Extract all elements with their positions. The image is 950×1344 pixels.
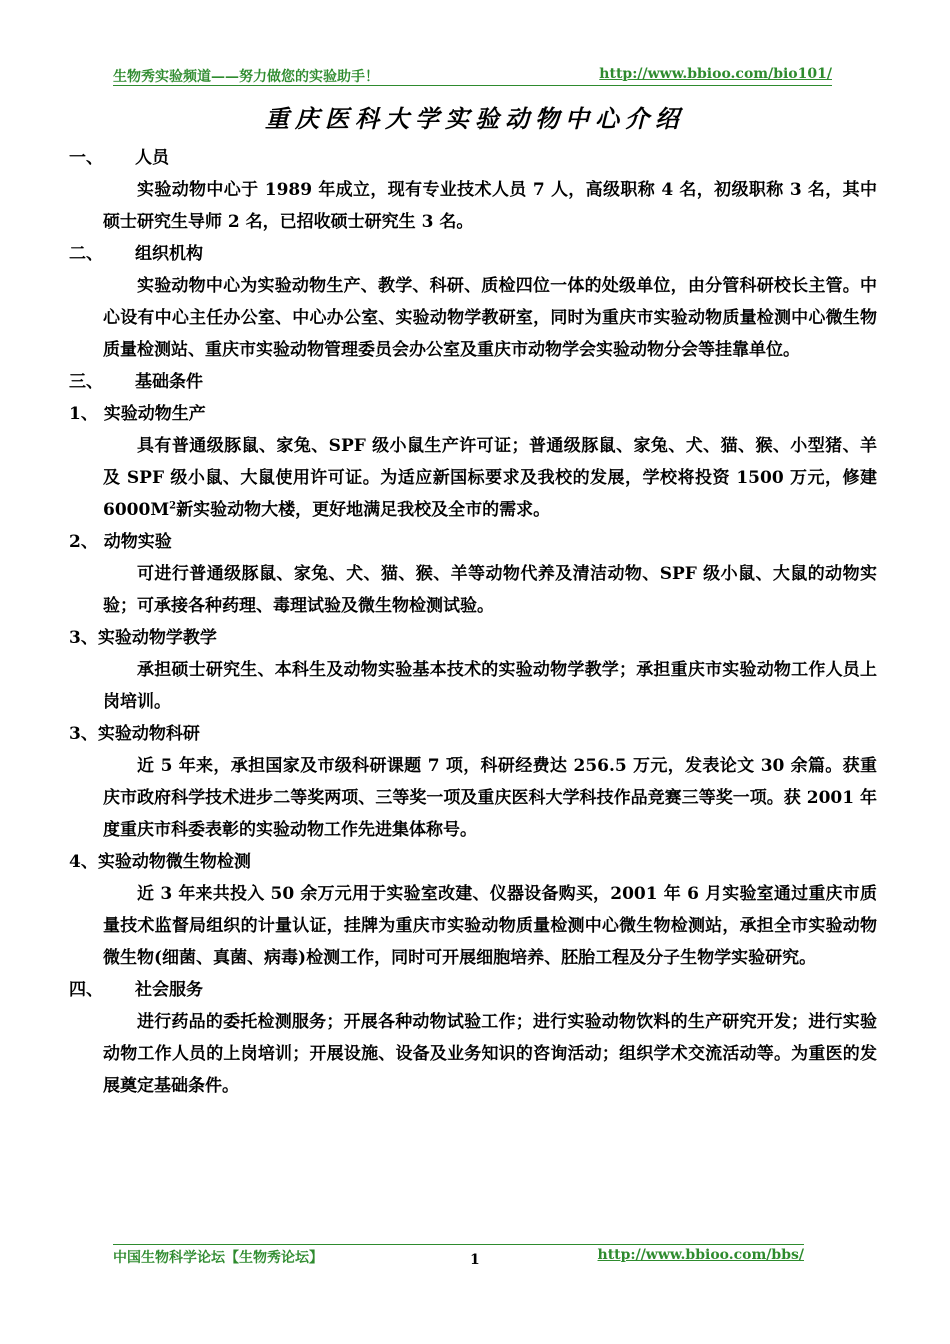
section-number: 二、 [69,244,103,264]
footer-forum-name: 中国生物科学论坛【生物秀论坛】 [113,1250,323,1266]
paragraph: 实验动物中心于 1989 年成立，现有专业技术人员 7 人，高级职称 4 名，初级职称 3 名，其中硕士研究生导师 2 名，已招收硕士研究生 3 名。 [103,180,877,232]
section-number: 四、 [69,980,103,1000]
paragraph-text: 具有普通级豚鼠、家兔、SPF 级小鼠生产许可证；普通级豚鼠、家兔、犬、猫、猴、小型猪、羊及 SPF 级小鼠、大鼠使用许可证。为适应新国标要求及我校的发展，学校将投资 1500 万元，修建 6000M [103,436,877,520]
subsection-heading: 2、 动物实验 [69,532,172,552]
paragraph: 近 3 年来共投入 50 余万元用于实验室改建、仪器设备购买，2001 年 6 月实验室通过重庆市质量技术监督局组织的计量认证，挂牌为重庆市实验动物质量检测中心微生物检测站，承担全市实验动物微生物(细菌、真菌、病毒)检测工作，同时可开展细胞培养、胚胎工程及分子生物学实验研究。 [103,884,877,968]
section-heading-organization [69,238,877,270]
footer-link[interactable]: http://www.bbioo.com/bbs/ [597,1247,804,1263]
subsection-heading: 4、实验动物微生物检测 [69,852,251,872]
paragraph: 近 5 年来，承担国家及市级科研课题 7 项，科研经费达 256.5 万元，发表论文 30 余篇。获重庆市政府科学技术进步二等奖两项、三等奖一项及重庆医科大学科技作品竞赛三等奖一项。获 2001 年度重庆市科委表彰的实验动物工作先进集体称号。 [103,756,877,840]
page-header [113,66,832,88]
header-rule [113,85,832,86]
paragraph-text: 新实验动物大楼，更好地满足我校及全市的需求。 [176,500,551,520]
header-link[interactable]: http://www.bbioo.com/bio101/ [599,66,832,82]
document-title: 重庆医科大学实验动物中心介绍 [265,104,685,133]
section-heading-social-service [69,974,877,1006]
paragraph: 可进行普通级豚鼠、家兔、犬、猫、猴、羊等动物代养及清洁动物、SPF 级小鼠、大鼠的动物实验；可承接各种药理、毒理试验及微生物检测试验。 [103,564,877,616]
paragraph: 承担硕士研究生、本科生及动物实验基本技术的实验动物学教学；承担重庆市实验动物工作人员上岗培训。 [103,660,877,712]
document-body [69,142,877,1102]
subsection-heading: 3、实验动物科研 [69,724,200,744]
subsection-heading: 3、实验动物学教学 [69,628,217,648]
footer-rule [113,1244,804,1245]
section-title: 组织机构 [135,244,203,264]
section-title: 人员 [135,148,169,168]
section-number: 一、 [69,148,103,168]
section-title: 社会服务 [135,980,203,1000]
page-footer [113,1244,804,1266]
paragraph: 进行药品的委托检测服务；开展各种动物试验工作；进行实验动物饮料的生产研究开发；进行实验动物工作人员的上岗培训；开展设施、设备及业务知识的咨询活动；组织学术交流活动等。为重医的发展奠定基础条件。 [103,1012,877,1096]
section-title: 基础条件 [135,372,203,392]
page-number: 1 [470,1252,480,1268]
header-slogan: 生物秀实验频道——努力做您的实验助手！ [113,69,379,85]
section-heading-personnel [69,142,877,174]
section-number: 三、 [69,372,103,392]
paragraph [69,430,877,526]
paragraph: 实验动物中心为实验动物生产、教学、科研、质检四位一体的处级单位，由分管科研校长主管。中心设有中心主任办公室、中心办公室、实验动物学教研室，同时为重庆市实验动物质量检测中心微生物质量检测站、重庆市实验动物管理委员会办公室及重庆市动物学会实验动物分会等挂靠单位。 [103,276,877,360]
subsection-heading: 1、 实验动物生产 [69,404,206,424]
section-heading-facilities [69,366,877,398]
superscript: 2 [169,500,177,512]
